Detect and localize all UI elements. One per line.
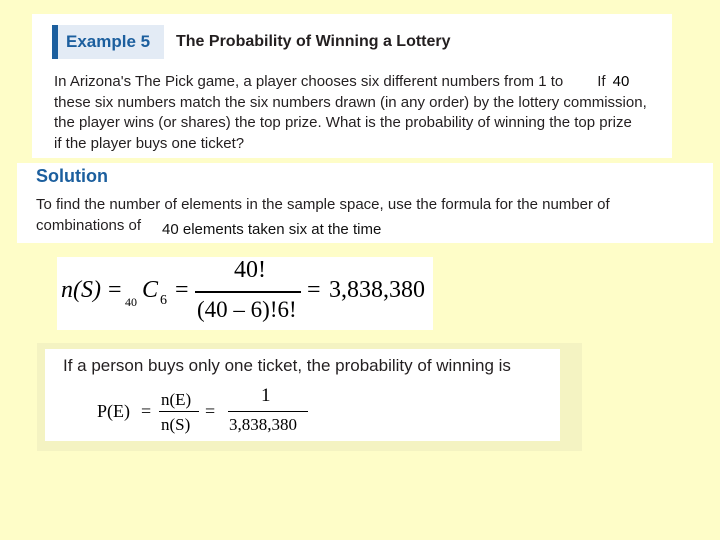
solution-heading: Solution <box>36 166 108 186</box>
answer-fraction-bar-1 <box>159 411 199 412</box>
example-label: Example 5 <box>58 25 164 59</box>
problem-line-1-tail: If <box>597 73 606 90</box>
answer-fraction-bar-2 <box>228 411 308 412</box>
problem-line-3: the player wins (or shares) the top prize. What is the probability of winning the top prize <box>54 114 632 131</box>
example-title: The Probability of Winning a Lottery <box>176 33 451 50</box>
formula-result: 3,838,380 <box>329 277 425 303</box>
problem-line-2: these six numbers match the six numbers drawn (in any order) by the lottery commission, <box>54 93 647 111</box>
solution-panel <box>17 163 713 243</box>
answer-num1: n(E) <box>161 390 192 409</box>
answer-num2: 1 <box>261 385 271 406</box>
answer-den2: 3,838,380 <box>229 415 297 434</box>
formula-numerator: 40! <box>234 257 266 283</box>
formula-eq2: = <box>175 277 189 303</box>
formula-panel <box>57 257 433 330</box>
answer-den1: n(S) <box>161 415 191 434</box>
answer-lhs: P(E) <box>97 401 130 421</box>
formula-eq1: = <box>108 277 122 303</box>
answer-text: If a person buys only one ticket, the probability of winning is <box>63 356 511 375</box>
formula-fraction-bar <box>195 291 301 293</box>
example-panel <box>32 14 672 158</box>
answer-inner <box>45 349 560 441</box>
problem-line-1: In Arizona's The Pick game, a player chooses six different numbers from 1 to If <box>54 73 606 90</box>
answer-panel <box>37 343 582 451</box>
inline-number-patch: 40 <box>609 72 633 92</box>
formula-lhs: n(S) <box>61 277 101 303</box>
solution-line-2: combinations of <box>36 217 142 234</box>
problem-text <box>54 72 664 154</box>
problem-line-4: if the player buys one ticket? <box>54 134 245 152</box>
solution-line-2-continuation: 40 elements taken six at the time <box>162 218 462 242</box>
solution-line-1: To find the number of elements in the sample space, use the formula for the number of <box>36 196 610 213</box>
formula-sub-r: 6 <box>160 293 167 308</box>
answer-eq1: = <box>141 401 152 421</box>
answer-eq2: = <box>205 401 216 421</box>
formula-denominator: (40 – 6)!6! <box>197 297 297 322</box>
formula-sub-n: 40 <box>125 295 137 309</box>
formula-c: C <box>142 277 159 303</box>
formula-eq3: = <box>307 277 321 303</box>
